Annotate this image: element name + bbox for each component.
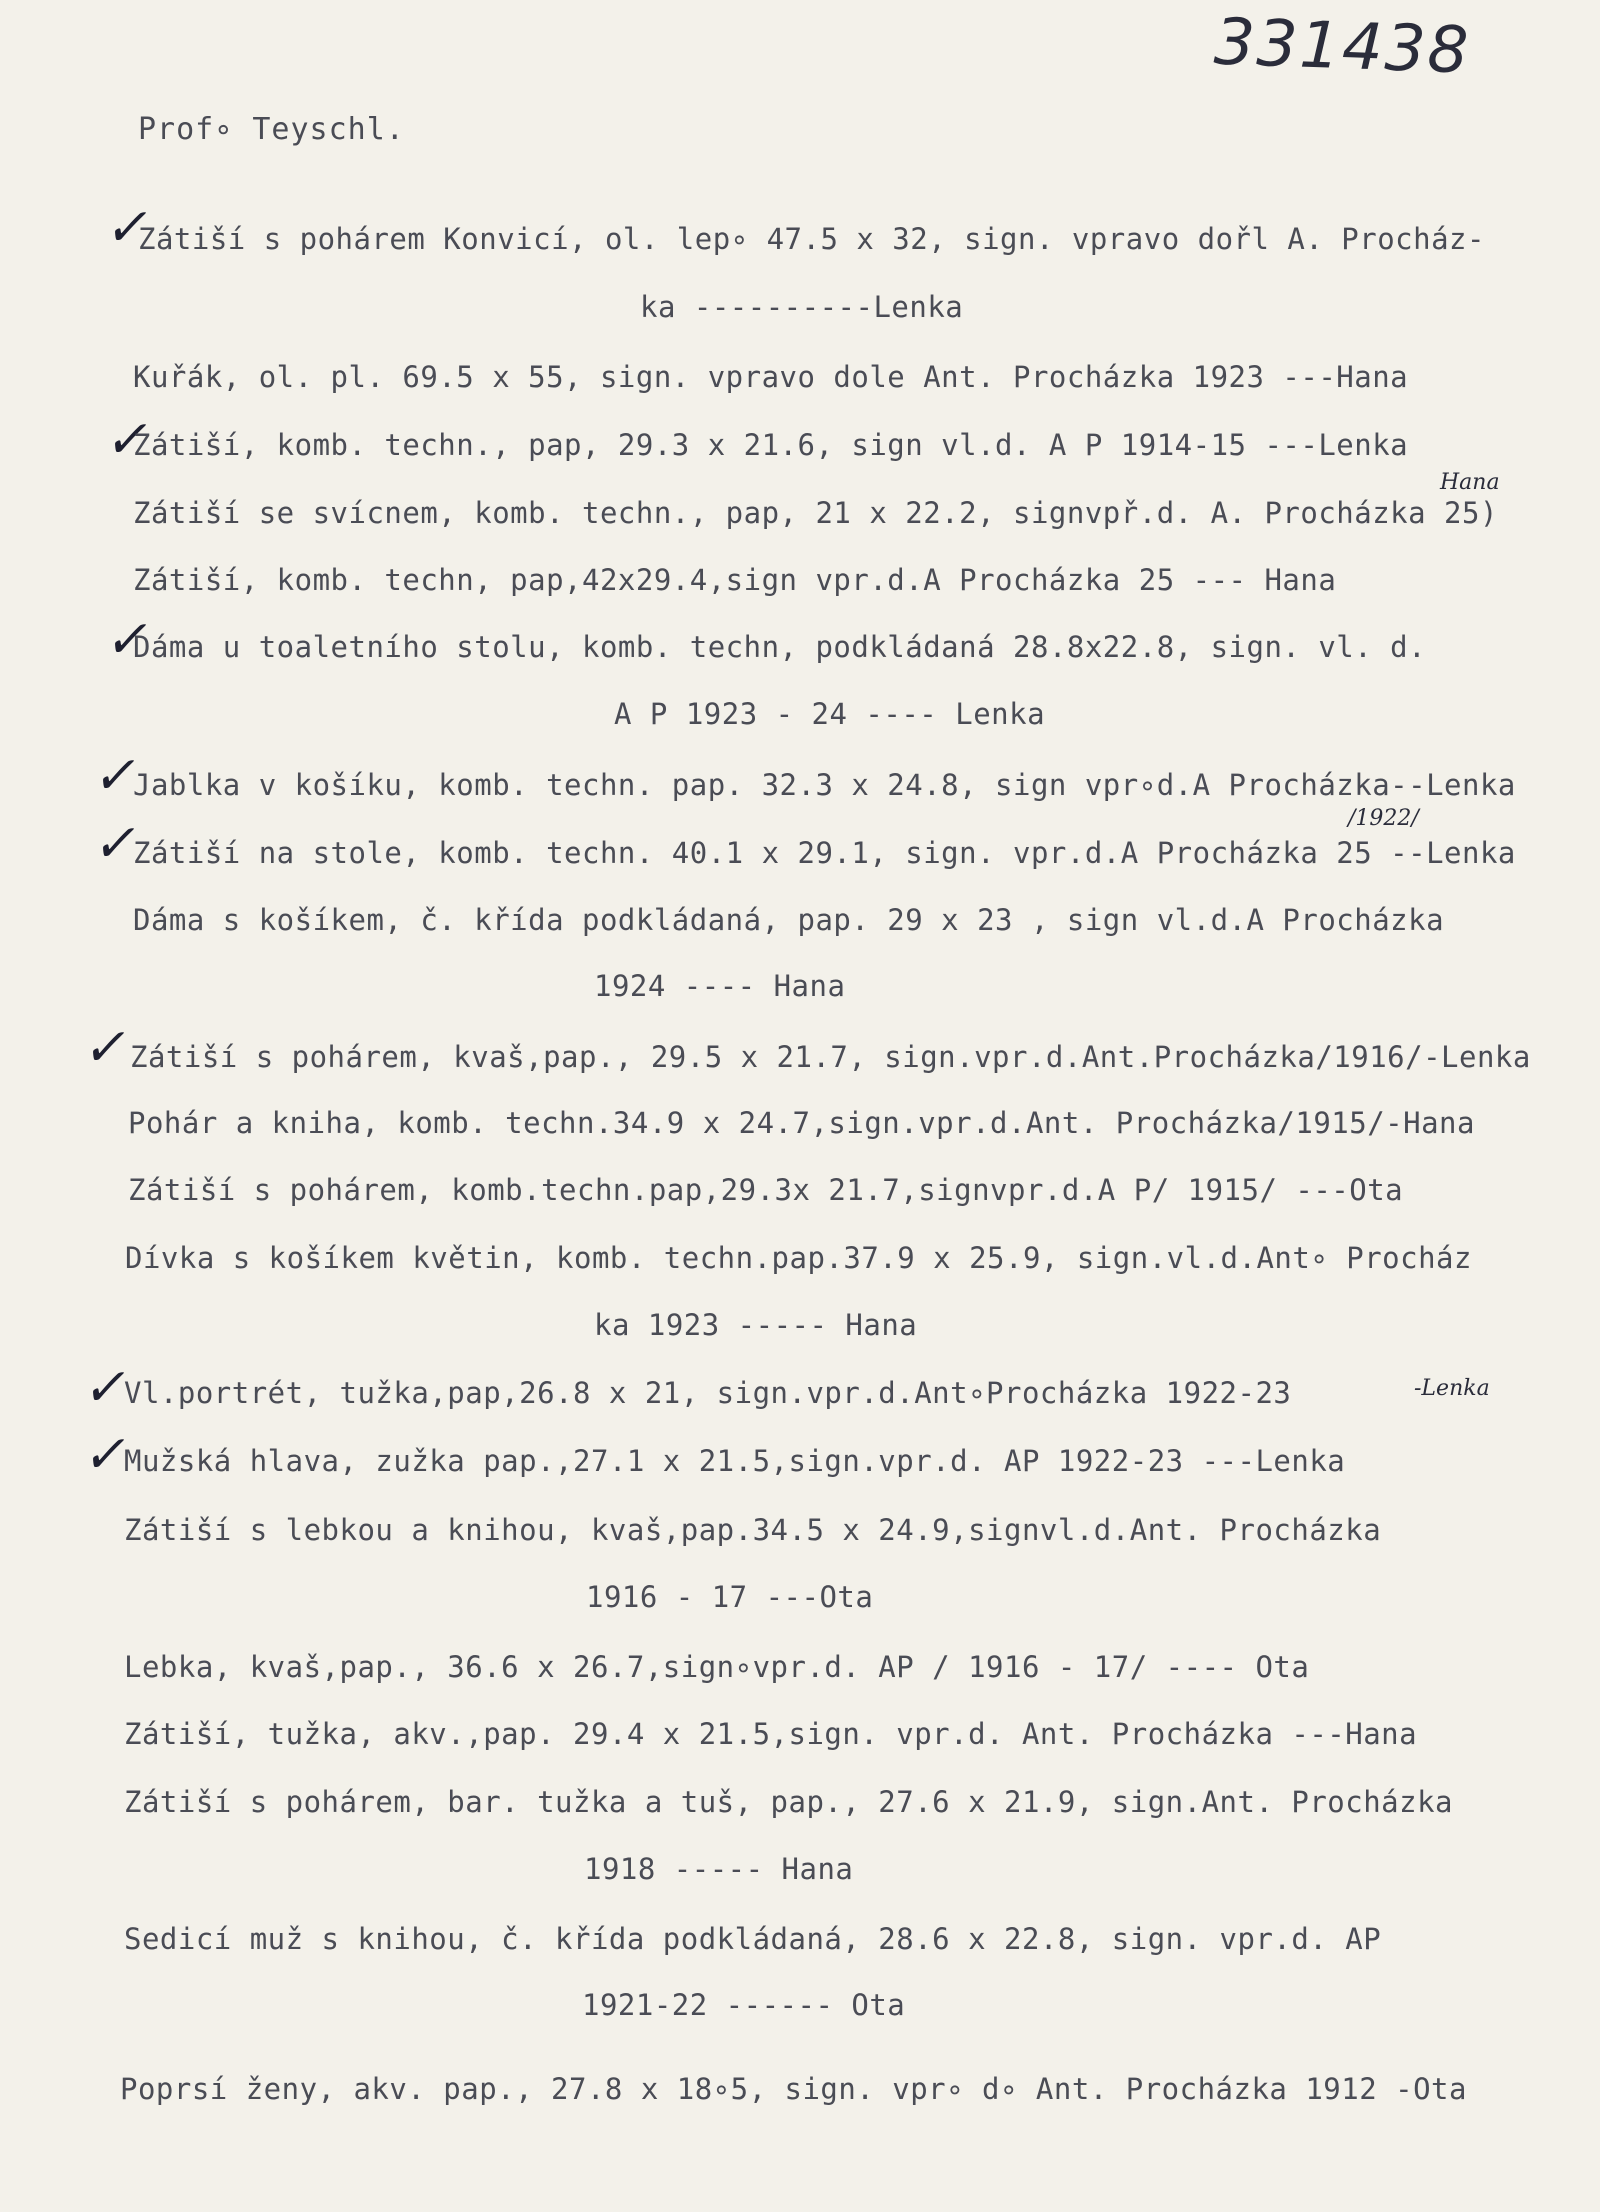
entry-line: Zátiší, komb. techn, pap,42x29.4,sign vpr.d.A Procházka 25 --- Hana xyxy=(133,563,1337,597)
check-mark-icon: ✓ xyxy=(101,198,158,258)
entry-line: 1924 ---- Hana xyxy=(594,969,846,1003)
handwritten-note: -Lenka xyxy=(1414,1376,1490,1401)
handwritten-note: Hana xyxy=(1440,470,1500,495)
check-mark-icon: ✓ xyxy=(89,814,146,874)
entry-line: Zátiší s pohárem Konvicí, ol. lep∘ 47.5 x 32, sign. vpravo dořl A. Procház- xyxy=(138,222,1485,256)
entry-line: Dáma u toaletního stolu, komb. techn, podkládaná 28.8x22.8, sign. vl. d. xyxy=(133,630,1427,664)
entry-line: 1921-22 ------ Ota xyxy=(582,1988,906,2022)
check-mark-icon: ✓ xyxy=(89,746,146,806)
check-mark-icon: ✓ xyxy=(79,1358,136,1418)
check-mark-icon: ✓ xyxy=(79,1018,136,1078)
entry-line: ka 1923 ----- Hana xyxy=(594,1308,918,1342)
entry-line: Dáma s košíkem, č. křída podkládaná, pap. 29 x 23 , sign vl.d.A Procházka xyxy=(133,903,1445,937)
entry-line: Lebka, kvaš,pap., 36.6 x 26.7,sign∘vpr.d. AP / 1916 - 17/ ---- Ota xyxy=(124,1650,1310,1684)
entry-line: Zátiší se svícnem, komb. techn., pap, 21 x 22.2, signvpř.d. A. Procházka 25) xyxy=(133,496,1498,530)
entry-line: 1916 - 17 ---Ota xyxy=(586,1580,874,1614)
entry-line: Zátiší, tužka, akv.,pap. 29.4 x 21.5,sign. vpr.d. Ant. Procházka ---Hana xyxy=(124,1717,1418,1751)
entry-line: A P 1923 - 24 ---- Lenka xyxy=(614,697,1046,731)
check-mark-icon: ✓ xyxy=(101,410,158,470)
handwritten-note: /1922/ xyxy=(1348,806,1419,831)
check-mark-icon: ✓ xyxy=(101,610,158,670)
entry-line: ka ----------Lenka xyxy=(640,290,964,324)
entry-line: Jablka v košíku, komb. techn. pap. 32.3 x 24.8, sign vpr∘d.A Procházka--Lenka xyxy=(133,768,1516,802)
entry-line: Pohár a kniha, komb. techn.34.9 x 24.7,sign.vpr.d.Ant. Procházka/1915/-Hana xyxy=(128,1106,1475,1140)
addressee: Prof∘ Teyschl. xyxy=(138,112,405,147)
entry-line: Dívka s košíkem květin, komb. techn.pap.37.9 x 25.9, sign.vl.d.Ant∘ Procház xyxy=(125,1241,1472,1275)
check-mark-icon: ✓ xyxy=(79,1425,136,1485)
entry-line: Poprsí ženy, akv. pap., 27.8 x 18∘5, sign. vpr∘ d∘ Ant. Procházka 1912 -Ota xyxy=(120,2072,1467,2106)
entry-line: 1918 ----- Hana xyxy=(584,1852,854,1886)
entry-line: Zátiší, komb. techn., pap, 29.3 x 21.6, sign vl.d. A P 1914-15 ---Lenka xyxy=(133,428,1409,462)
entry-line: Zátiší na stole, komb. techn. 40.1 x 29.1, sign. vpr.d.A Procházka 25 --Lenka xyxy=(133,836,1516,870)
catalog-number: 331438 xyxy=(1212,5,1472,89)
entry-line: Zátiší s lebkou a knihou, kvaš,pap.34.5 x 24.9,signvl.d.Ant. Procházka xyxy=(124,1513,1382,1547)
entry-line: Zátiší s pohárem, komb.techn.pap,29.3x 21.7,signvpr.d.A P/ 1915/ ---Ota xyxy=(128,1173,1404,1207)
entry-line: Kuřák, ol. pl. 69.5 x 55, sign. vpravo dole Ant. Procházka 1923 ---Hana xyxy=(133,360,1409,394)
entry-line: Zátiší s pohárem, bar. tužka a tuš, pap., 27.6 x 21.9, sign.Ant. Procházka xyxy=(124,1785,1454,1819)
entry-line: Sedicí muž s knihou, č. křída podkládaná, 28.6 x 22.8, sign. vpr.d. AP xyxy=(124,1922,1382,1956)
entry-line: Mužská hlava, zužka pap.,27.1 x 21.5,sign.vpr.d. AP 1922-23 ---Lenka xyxy=(124,1444,1346,1478)
entry-line: Zátiší s pohárem, kvaš,pap., 29.5 x 21.7, sign.vpr.d.Ant.Procházka/1916/-Lenka xyxy=(130,1040,1531,1074)
entry-line: Vl.portrét, tužka,pap,26.8 x 21, sign.vpr.d.Ant∘Procházka 1922-23 xyxy=(124,1376,1292,1410)
